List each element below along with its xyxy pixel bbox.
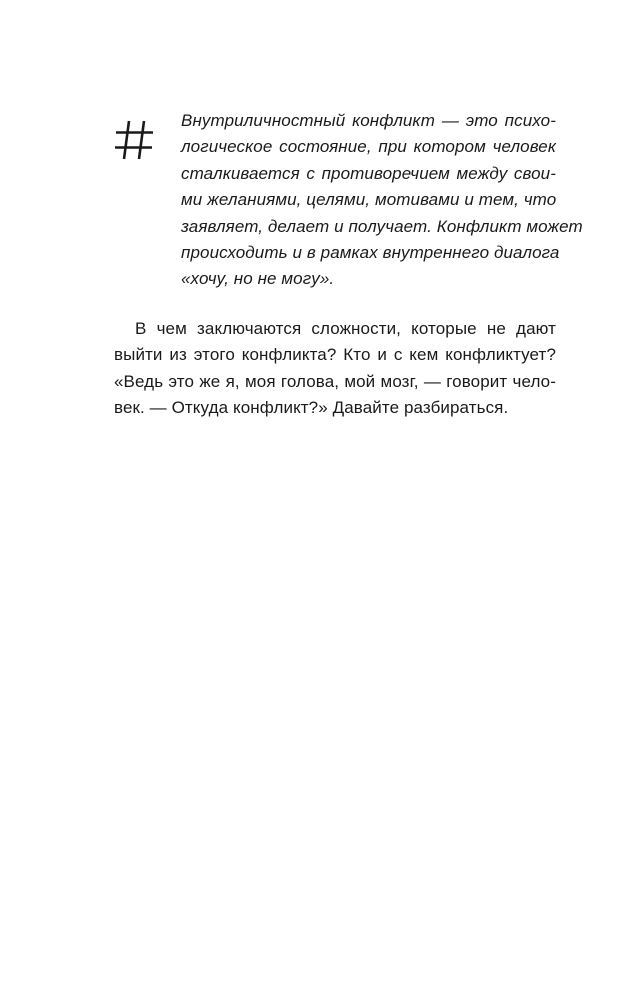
body-paragraph [114, 316, 556, 422]
body-line: выйти из этого конфликта? Кто и с кем конфликтует? [114, 345, 556, 365]
body-line: В чем заключаются сложности, которые не дают [135, 319, 556, 338]
definition-paragraph [181, 108, 583, 293]
definition-line: сталкивается с противоречием между свои- [181, 163, 556, 183]
body-line: «Ведь это же я, моя голова, мой мозг, — говорит чело- [114, 371, 556, 391]
definition-line: заявляет, делает и получает. Конфликт может [181, 216, 583, 236]
body-line: век. — Откуда конфликт?» Давайте разбираться. [114, 398, 509, 418]
definition-line: Внутриличностный конфликт — это психо- [181, 111, 556, 130]
definition-line: логическое состояние, при котором человек [181, 137, 556, 157]
definition-line: ми желаниями, целями, мотивами и тем, что [181, 190, 557, 210]
definition-line: происходить и в рамках внутреннего диалога [181, 243, 560, 263]
definition-line: «хочу, но не могу». [181, 269, 335, 289]
hash-icon [113, 119, 155, 161]
